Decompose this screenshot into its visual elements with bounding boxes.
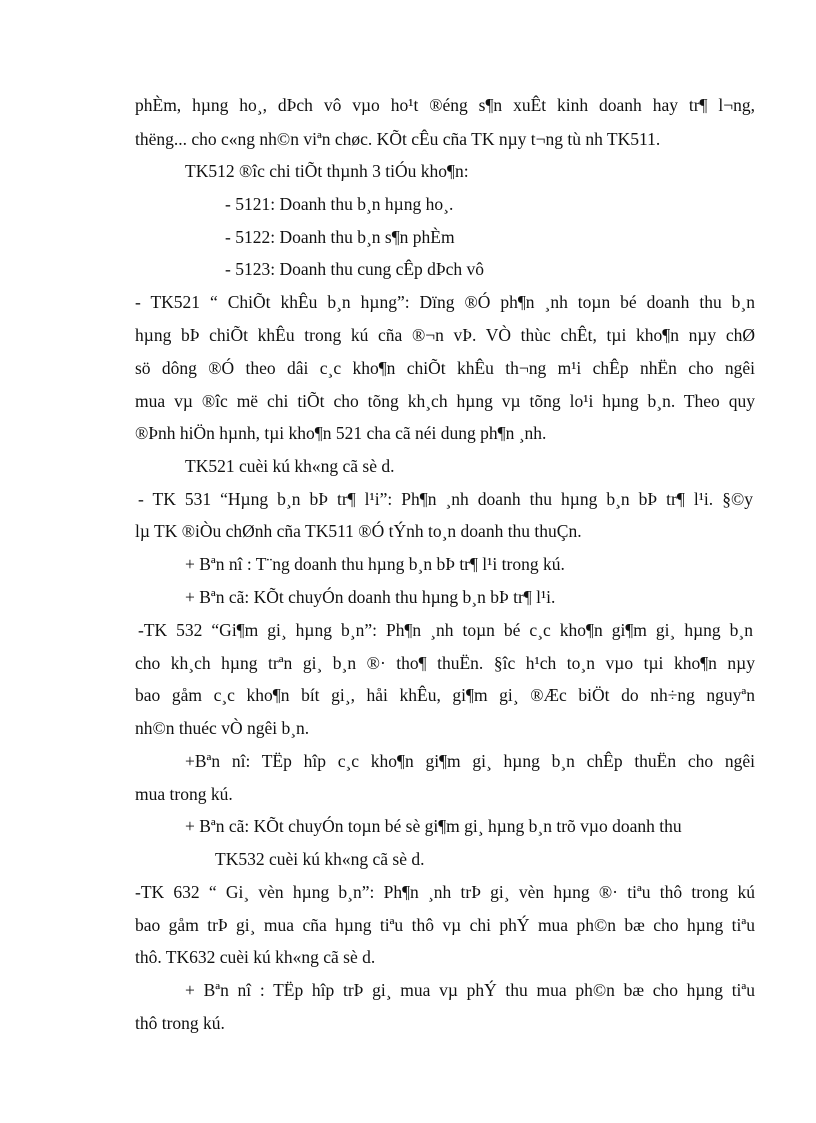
body-line: -TK 632 “ Gi¸ vèn hµng b¸n”: Ph¶n ¸nh trÞ gi¸ vèn hµng ®· tiªu thô trong kú [135, 882, 755, 902]
list-item: - 5121: Doanh thu b¸n hµng ho¸. [225, 194, 454, 214]
body-line: thëng... cho c«ng nh©n viªn chøc. KÕt cÊu cña TK nµy t¬ng tù nh TK511. [135, 129, 661, 149]
body-line: bao gåm trÞ gi¸ mua cña hµng tiªu thô vµ chi phÝ mua ph©n bæ cho hµng tiªu [135, 915, 755, 935]
body-line: cho kh¸ch hµng trªn gi¸ b¸n ®· tho¶ thuËn. §îc h¹ch to¸n vµo tµi kho¶n nµy [135, 653, 755, 673]
body-line: - TK521 “ ChiÕt khÊu b¸n hµng”: Dïng ®Ó ph¶n ¸nh toµn bé doanh thu b¸n [135, 292, 755, 312]
body-line: hµng bÞ chiÕt khÊu trong kú cña ®¬n vÞ. VÒ thùc chÊt, tµi kho¶n nµy chØ [135, 325, 755, 345]
body-line: - TK 531 “Hµng b¸n bÞ tr¶ l¹i”: Ph¶n ¸nh doanh thu hµng b¸n bÞ tr¶ l¹i. §©y [138, 489, 753, 509]
body-line: thô trong kú. [135, 1013, 225, 1033]
list-item: - 5122: Doanh thu b¸n s¶n phÈm [225, 227, 455, 247]
body-line: + Bªn cã: KÕt chuyÓn toµn bé sè gi¶m gi¸ hµng b¸n trõ vµo doanh thu [185, 816, 682, 836]
body-line: ®Þnh hiÖn hµnh, tµi kho¶n 521 cha cã néi dung ph¶n ¸nh. [135, 423, 547, 443]
body-line: TK521 cuèi kú kh«ng cã sè d. [185, 456, 395, 476]
body-line: + Bªn cã: KÕt chuyÓn doanh thu hµng b¸n bÞ tr¶ l¹i. [185, 587, 556, 607]
list-item: - 5123: Doanh thu cung cÊp dÞch vô [225, 259, 485, 279]
body-line: + Bªn nî : TËp hîp trÞ gi¸ mua vµ phÝ thu mua ph©n bæ cho hµng tiªu [185, 980, 755, 1000]
body-line: TK532 cuèi kú kh«ng cã sè d. [215, 849, 425, 869]
body-line: TK512 ®îc chi tiÕt thµnh 3 tiÓu kho¶n: [185, 161, 469, 181]
body-line: +Bªn nî: TËp hîp c¸c kho¶n gi¶m gi¸ hµng b¸n chÊp thuËn cho ngêi [185, 751, 755, 771]
body-line: sö dông ®Ó theo dâi c¸c kho¶n chiÕt khÊu th¬ng m¹i chÊp nhËn cho ngêi [135, 358, 755, 378]
body-line: nh©n thuéc vÒ ngêi b¸n. [135, 718, 310, 738]
body-line: phÈm, hµng ho¸, dÞch vô vµo ho¹t ®éng s¶n xuÊt kinh doanh hay tr¶ l¬ng, [135, 95, 755, 115]
body-line: mua trong kú. [135, 784, 233, 804]
body-line: bao gåm c¸c kho¶n bít gi¸, håi khÊu, gi¶m gi¸ ®Æc biÖt do nh÷ng nguyªn [135, 685, 755, 705]
body-line: thô. TK632 cuèi kú kh«ng cã sè d. [135, 947, 376, 967]
body-line: -TK 532 “Gi¶m gi¸ hµng b¸n”: Ph¶n ¸nh toµn bé c¸c kho¶n gi¶m gi¸ hµng b¸n [138, 620, 753, 640]
body-line: + Bªn nî : T¨ng doanh thu hµng b¸n bÞ tr¶ l¹i trong kú. [185, 554, 565, 574]
body-line: lµ TK ®iÒu chØnh cña TK511 ®Ó tÝnh to¸n doanh thu thuÇn. [135, 521, 582, 541]
body-line: mua vµ ®îc më chi tiÕt cho tõng kh¸ch hµng vµ tõng lo¹i hµng b¸n. Theo quy [135, 391, 755, 411]
